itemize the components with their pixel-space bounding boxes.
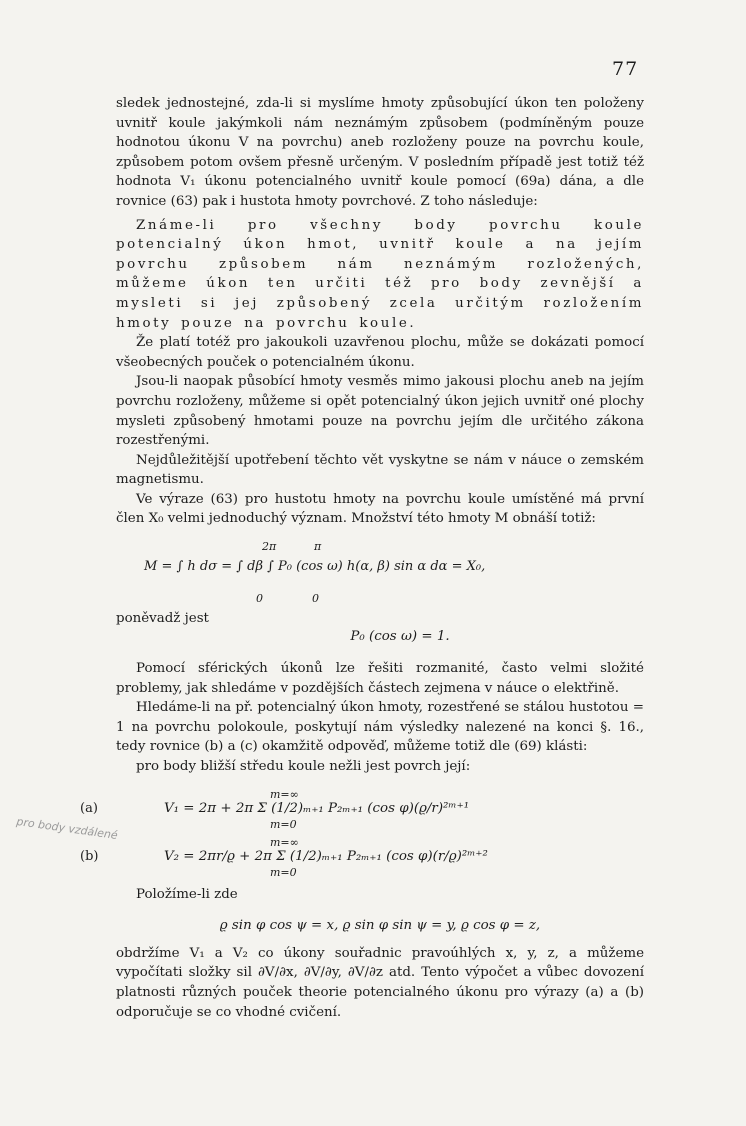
equation-a: V₁ = 2π + 2π Σ (1/2)ₘ₊₁ P₂ₘ₊₁ (cos φ)(ϱ/r)²ᵐ⁺¹	[164, 800, 470, 816]
sum-lower-limit: m=0	[270, 817, 297, 831]
paragraph-8: pro body bližší středu koule nežli jest povrch její:	[136, 759, 471, 775]
page-number: 77	[612, 58, 639, 80]
theorem-statement: Známe-li pro všechny body povrchu koule potencialný úkon hmot, uvnitř koule a na jejím povrchu způsobem nám neznámým rozložených, můžeme úkon ten určiti též pro body zevnější a mysleti si jej způsobený zcela určitým rozložením hmoty pouze na povrchu koule.	[116, 217, 644, 331]
paragraph-7: Hledáme-li na př. potencialný úkon hmoty, rozestřené se stálou hustotou = 1 na povrchu polokoule, poskytují nám výsledky nalezené na konci §. 16., tedy rovnice (b) a (c) okamžitě odpověď, můžeme totiž dle (69) klásti:	[116, 700, 644, 755]
integral-lower-limit: 0	[312, 592, 319, 606]
sum-upper-limit: m=∞	[270, 835, 299, 849]
equation-label-a: (a)	[80, 800, 98, 816]
paragraph-3: Jsou-li naopak působící hmoty vesměs mimo jakousi plochu aneb na jejím povrchu rozloženy, můžeme si opět potencialný úkon jejich uvnitř oné plochy mysleti způsobený hmotami pouze na povrchu jejím dle určitého zákona rozestřenými.	[116, 374, 644, 449]
paragraph-2: Že platí totéž pro jakoukoli uzavřenou plochu, může se dokázati pomocí všeobecných pouček o potencialném úkonu.	[116, 335, 644, 370]
ponevadz-text: poněvadž jest	[116, 611, 209, 627]
integral-upper-limit: π	[314, 540, 322, 554]
sum-lower-limit: m=0	[270, 865, 297, 879]
paragraph-4: Nejdůležitější upotřebení těchto vět vyskytne se nám v náuce o zemském magnetismu.	[116, 452, 644, 488]
paragraph-9: Položíme-li zde	[136, 886, 238, 902]
legendre-p0-equation: P₀ (cos ω) = 1.	[350, 629, 450, 645]
pencil-annotation: pro body vzdálené	[15, 814, 119, 842]
page-body	[15, 94, 644, 1022]
equation-b: V₂ = 2πr/ϱ + 2π Σ (1/2)ₘ₊₁ P₂ₘ₊₁ (cos φ)(r/ϱ)²ᵐ⁺²	[164, 848, 488, 864]
series-equations	[15, 785, 644, 885]
paragraph-10: obdržíme V₁ a V₂ co úkony souřadnic pravoúhlých x, y, z, a můžeme vypočítati složky sil ∂V/∂x, ∂V/∂y, ∂V/∂z atd. Tento výpočet a vůbec dovození platnosti různých pouček theorie potencialného úkonu pro výrazy (a) a (b) odporučuje se co vhodné cvičení.	[116, 945, 644, 1020]
coordinate-equations: ϱ sin φ cos ψ = x, ϱ sin φ sin ψ = y, ϱ cos φ = z,	[219, 918, 541, 934]
integral-lower-limit: 0	[256, 592, 263, 606]
paragraph-1: sledek jednostejné, zda-li si myslíme hmoty způsobující úkon ten položeny uvnitř koule jakýmkoli nám neznámým způsobem (podmíněným pouze hodnotou úkonu V na povrchu) aneb rozloženy pouze na povrchu koule, způsobem potom ovšem přesně určeným. V posledním případě jest totiž též hodnota V₁ úkonu potencialného uvnitř koule pomocí (69a) dána, a dle rovnice (63) pak i hustota hmoty povrchové. Z toho následuje:	[116, 96, 644, 209]
mass-equation	[116, 535, 644, 627]
equation-label-b: (b)	[80, 848, 99, 864]
paragraph-6: Pomocí sférických úkonů lze řešiti rozmanité, často velmi složité problemy, jak shledáme v pozdějších částech zejmena v náuce o elektřině.	[116, 661, 644, 696]
sum-upper-limit: m=∞	[270, 787, 299, 801]
integral-upper-limit: 2π	[262, 540, 277, 554]
mass-integral: M = ∫ h dσ = ∫ dβ ∫ P₀ (cos ω) h(α, β) sin α dα = X₀,	[144, 559, 486, 575]
paragraph-5: Ve výraze (63) pro hustotu hmoty na povrchu koule umístěné má první člen X₀ velmi jednoduchý význam. Množství této hmoty M obnáší totiž:	[116, 491, 644, 527]
